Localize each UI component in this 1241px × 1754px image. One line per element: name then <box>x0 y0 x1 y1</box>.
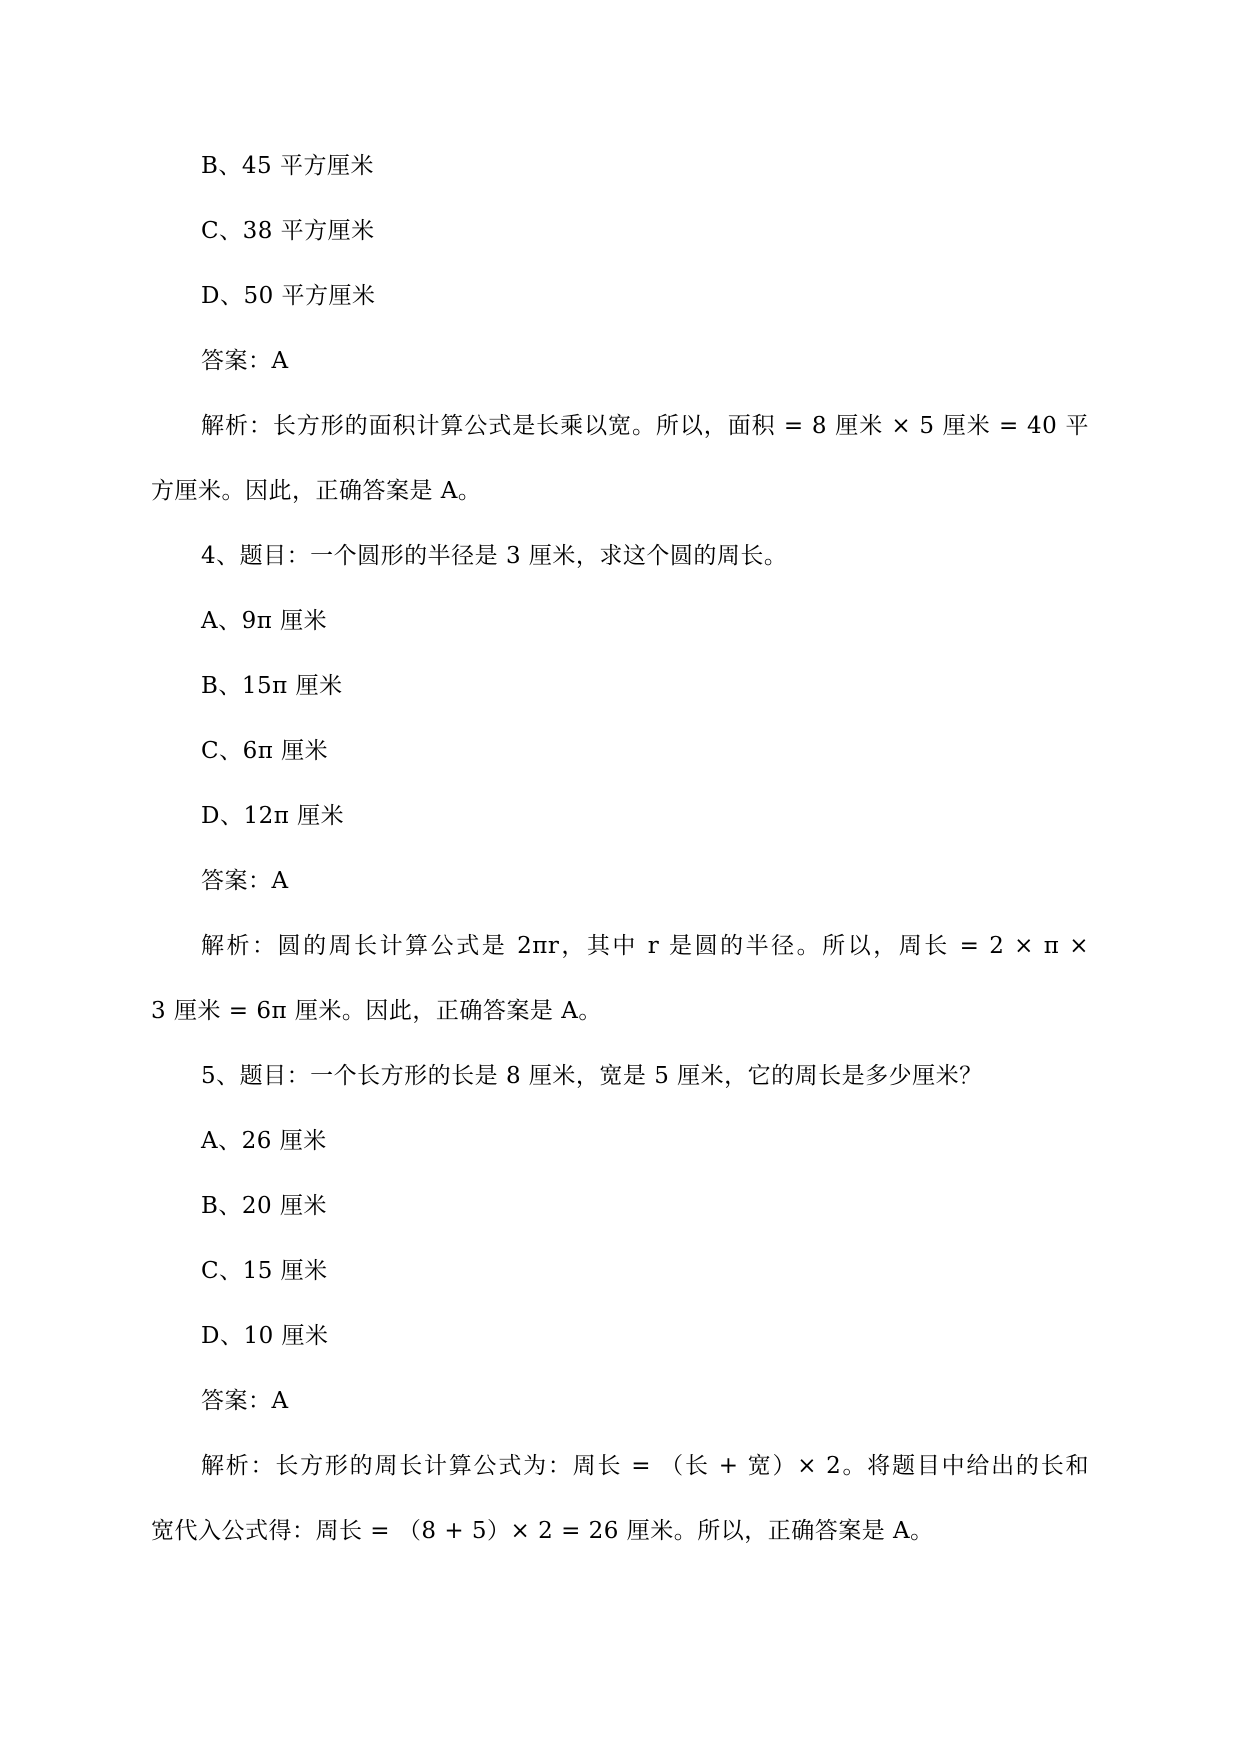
answer-q3: 答案：A <box>201 348 289 374</box>
explanation-q3-line1: 解析：长方形的面积计算公式是长乘以宽。所以，面积 = 8 厘米 × 5 厘米 = 40 平 <box>201 413 1089 439</box>
option-a-q4: A、9π 厘米 <box>201 608 328 634</box>
explanation-q5-line2: 宽代入公式得：周长 = （8 + 5）× 2 = 26 厘米。所以，正确答案是 A。 <box>151 1518 934 1544</box>
question-4: 4、题目：一个圆形的半径是 3 厘米，求这个圆的周长。 <box>201 543 788 569</box>
option-d-q5: D、10 厘米 <box>201 1323 329 1349</box>
option-a-q5: A、26 厘米 <box>201 1128 327 1154</box>
option-b-q5: B、20 厘米 <box>201 1193 327 1219</box>
explanation-q4-line1: 解析：圆的周长计算公式是 2πr，其中 r 是圆的半径。所以，周长 = 2 × π × <box>201 933 1089 959</box>
explanation-q4-line2: 3 厘米 = 6π 厘米。因此，正确答案是 A。 <box>151 998 602 1024</box>
option-b-q3: B、45 平方厘米 <box>201 153 374 179</box>
option-d-q3: D、50 平方厘米 <box>201 283 376 309</box>
question-5: 5、题目：一个长方形的长是 8 厘米，宽是 5 厘米，它的周长是多少厘米？ <box>201 1063 983 1089</box>
option-c-q3: C、38 平方厘米 <box>201 218 375 244</box>
option-b-q4: B、15π 厘米 <box>201 673 343 699</box>
option-c-q5: C、15 厘米 <box>201 1258 328 1284</box>
option-d-q4: D、12π 厘米 <box>201 803 345 829</box>
option-c-q4: C、6π 厘米 <box>201 738 329 764</box>
explanation-q3-line2: 方厘米。因此，正确答案是 A。 <box>151 478 482 504</box>
answer-q5: 答案：A <box>201 1388 289 1414</box>
answer-q4: 答案：A <box>201 868 289 894</box>
explanation-q5-line1: 解析：长方形的周长计算公式为：周长 = （长 + 宽）× 2。将题目中给出的长和 <box>201 1453 1089 1479</box>
